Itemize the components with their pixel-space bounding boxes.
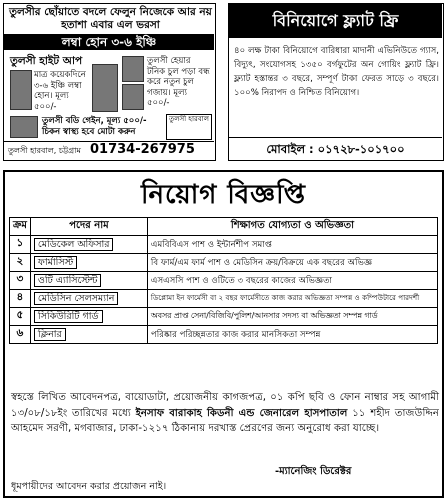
herbal-seal: তুলসী হারবাল: [166, 114, 212, 140]
after-hair-photo: [122, 84, 144, 110]
table-row: [10, 290, 438, 308]
hair-tonic-text: তুলসী হেয়ার টনিক চুল পড়া বন্ধ করে নতুন চুল গজায়। মূল্য ৫০০/-: [147, 56, 210, 108]
row-post: মেডিকেল অফিসার: [34, 238, 114, 251]
row-post: সিকিউরিটি গার্ড: [34, 310, 103, 323]
table-row: [10, 236, 438, 254]
notice-title: নিয়োগ বিজ্ঞপ্তি: [141, 180, 306, 210]
height-up-text: মাত্র কয়েকদিনে ৩-৬ ইঞ্চি লম্বা হোন। মূল্য ৫০০/-: [34, 70, 86, 112]
row-requirement: বি ফার্ম/এম ফার্ম পাশ ও মেডিসিন ক্রয়/বিক্রয়ে এক বছরের অভিজ্ঞ: [147, 254, 437, 272]
col-requirement: শিক্ষাগত যোগ্যতা ও অভিজ্ঞতা: [147, 218, 437, 236]
row-requirement: পরিষ্কার পরিচ্ছন্নতার কাজ করার মানসিকতা সম্পন্ন: [147, 326, 437, 344]
hospital-name: ইনসাফ বারাকাহ কিডনী এন্ড জেনারেল হাসপাতাল: [135, 407, 348, 419]
herbal-phone: 01734-267975: [90, 142, 195, 157]
row-serial: ১: [10, 236, 31, 254]
row-post: মেডিসিন সেলসম্যান: [34, 292, 118, 305]
before-hair-photo: [122, 56, 144, 82]
row-post: ওটি এ্যাসিস্টেন্ট: [34, 274, 102, 287]
notice-body-part1: স্বহস্তে লিখিত আবেদনপত্র, বায়োডাটা, প্রয়োজনীয় কাগজপত্র, ০১ কপি ছবি ও ফোন নাম্বার সহ আগামী ১৩/০৮/১৮ইং তারিখের মধ্যে: [11, 392, 439, 419]
herbal-ad: [3, 3, 216, 161]
herbal-ad-headline: তুলসীর ছোঁয়াতে বদলে ফেলুন নিজেকে আর নয় হতাশা এবার এল ভরসা: [9, 6, 212, 31]
notice-body: [11, 390, 439, 437]
height-up-title: তুলসী হাইট আপ: [10, 55, 83, 67]
signature: -ম্যানেজিং ডিরেক্টর: [275, 466, 352, 477]
notice-body-part2: ১১ শহীদ তাজউদ্দিন আহমেদ সরণী, মগবাজার, ঢাকা-১২১৭ ঠিকানায় দরখাস্ত প্রেরণের জন্য অনুরোধ করা যাচ্ছে।: [11, 407, 439, 434]
flat-investment-ad: [228, 3, 444, 161]
herbal-ad-banner: লম্বা হোন ৩-৬ ইঞ্চি: [4, 34, 214, 50]
table-row: [10, 254, 438, 272]
short-man-photo: [10, 70, 32, 110]
col-serial: ক্রম: [10, 218, 31, 236]
table-row: [10, 326, 438, 344]
body-gain-text: তুলসী বডি গেইন, মূল্য ৫০০/- চিকন স্বাস্থ্য হবে মোটা করুন: [42, 116, 147, 137]
notice-title-wrap: [5, 172, 442, 214]
row-requirement: এসএসসি পাশ ও ওটিতে ৩ বছরের কাজের অভিজ্ঞতা: [147, 272, 437, 290]
row-serial: ৫: [10, 308, 31, 326]
flat-ad-title: বিনিয়োগে ফ্ল্যাট ফ্রি: [229, 4, 442, 38]
row-serial: ২: [10, 254, 31, 272]
body-gain-photo: [10, 116, 38, 138]
flat-ad-body: ৪০ লক্ষ টাকা বিনিয়োগে বারিধারা মাদানী এভিনিউতে গ্যাস, বিদ্যুৎ, সংযোগসহ ১৩৫০ বর্গফুটের অন গোয়িং ফ্ল্যাট ফ্রি। ফ্ল্যাট হস্তান্তর ৩ বছরে, সম্পূর্ণ টাকা ফেরত সাড়ে ৩ বছরে। ১০০% নিরাপদ ও নিশ্চিত বিনিয়োগ।: [234, 46, 439, 98]
table-row: [10, 272, 438, 290]
herbal-contact: [4, 141, 214, 160]
row-serial: ৪: [10, 290, 31, 308]
flat-ad-phone: মোবাইল : ০১৭২৮-১০১৭০০: [229, 137, 442, 160]
row-post: ফার্মাসিস্ট: [34, 256, 77, 269]
table-row: [10, 308, 438, 326]
jobs-table: [9, 217, 438, 344]
recruitment-notice: [3, 170, 444, 498]
row-requirement: অবসর প্রাপ্ত সেনা/বিজিবি/পুলিশ/আনসার সদস্য বা অভিজ্ঞতা সম্পন্ন গার্ড: [147, 308, 437, 326]
row-serial: ৬: [10, 326, 31, 344]
tall-man-photo: [92, 64, 118, 112]
herbal-address: তুলসী হারবাল, চট্টগ্রাম: [8, 146, 81, 155]
footnote: ধূমপায়ীদের আবেদন করার প্রয়োজন নাই।: [11, 481, 167, 492]
row-requirement: এমবিবিএস পাশ ও ইন্টার্নশীপ সমাপ্ত: [147, 236, 437, 254]
col-post: পদের নাম: [30, 218, 147, 236]
table-header-row: [10, 218, 438, 236]
row-serial: ৩: [10, 272, 31, 290]
row-requirement: ডিপ্লোমা ইন ফার্মেসী বা ২ বছর ফার্মেসীতে কাজ করার অভিজ্ঞতা সম্পন্ন ও কম্পিউটারে পারদর্শী: [147, 290, 437, 308]
row-post: ক্লিনার: [34, 328, 66, 341]
